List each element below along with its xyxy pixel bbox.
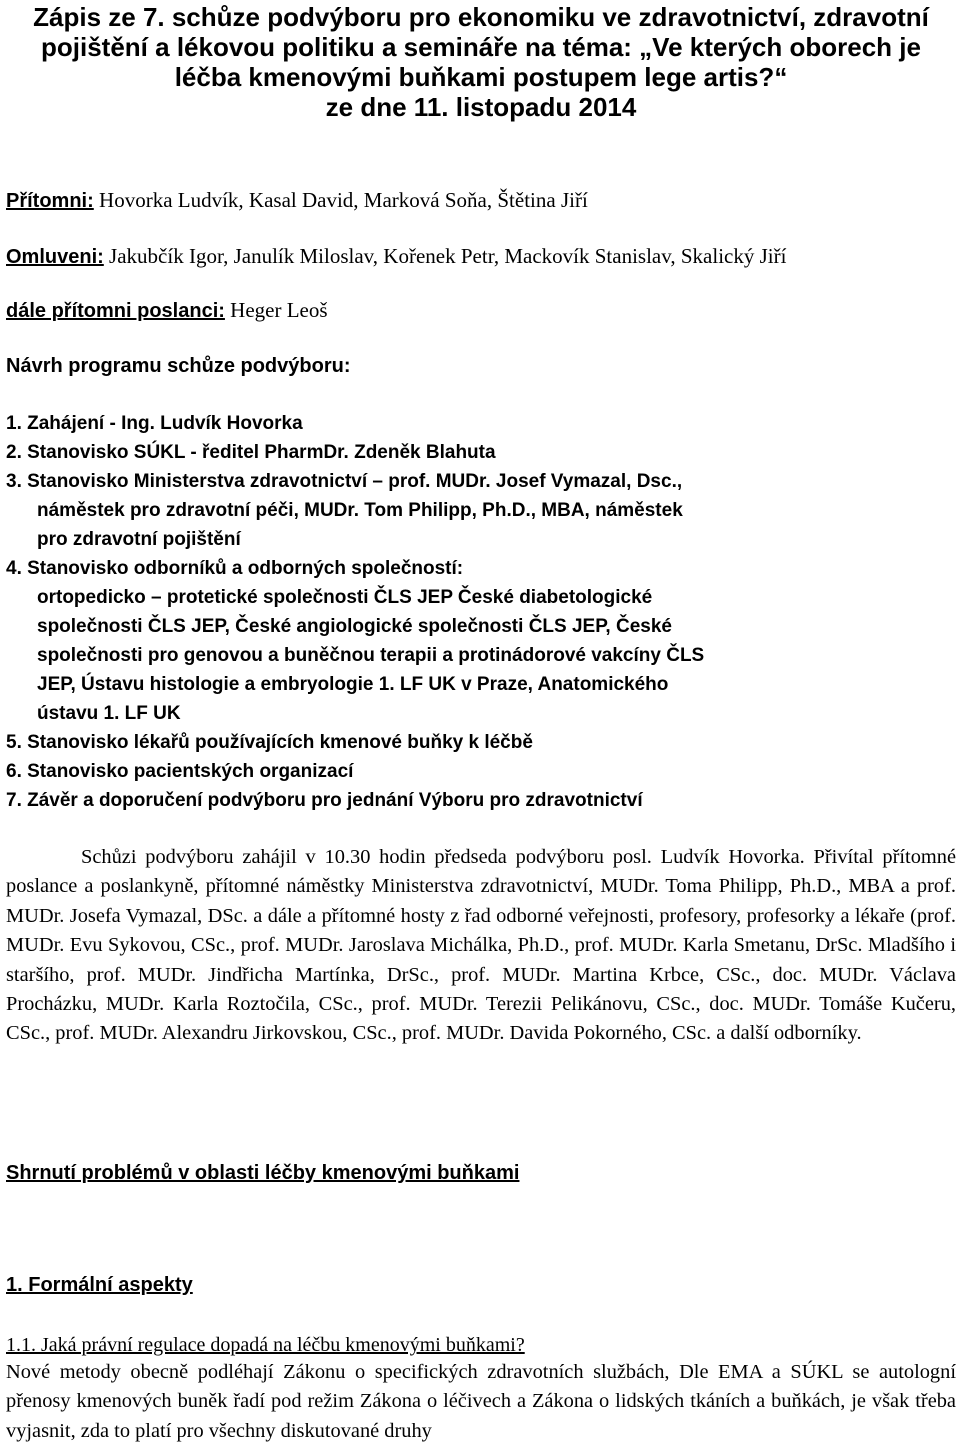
agenda-item-6: 6. Stanovisko pacientských organizací bbox=[6, 761, 354, 782]
agenda-item-4-line-4: společnosti pro genovou a buněčnou terapii a protinádorové vakcíny ČLS bbox=[37, 645, 705, 666]
excused-row bbox=[6, 243, 956, 270]
agenda-item-4: 4. Stanovisko odborníků a odborných společností: bbox=[6, 558, 464, 579]
title-date: ze dne 11. listopadu 2014 bbox=[325, 92, 637, 122]
excused-names: Jakubčík Igor, Janulík Miloslav, Kořenek Petr, Mackovík Stanislav, Skalický Jiří bbox=[103, 244, 787, 268]
section-1-heading: 1. Formální aspekty bbox=[6, 1274, 193, 1296]
excused-label: Omluveni: bbox=[6, 246, 104, 268]
title-line-2: pojištění a lékovou politiku a semináře na téma: „Ve kterých oborech je bbox=[41, 32, 921, 62]
agenda-item-4-line-2: ortopedicko – protetické společnosti ČLS JEP České diabetologické bbox=[37, 587, 653, 608]
title-line-1: Zápis ze 7. schůze podvýboru pro ekonomiku ve zdravotnictví, zdravotní bbox=[33, 2, 929, 32]
document-title bbox=[6, 2, 956, 122]
present-row bbox=[6, 187, 956, 214]
agenda-list bbox=[6, 409, 956, 815]
agenda-item-7: 7. Závěr a doporučení podvýboru pro jednání Výboru pro zdravotnictví bbox=[6, 790, 643, 811]
present-label: Přítomni: bbox=[6, 190, 94, 212]
section-1-1-heading: 1.1. Jaká právní regulace dopadá na léčbu kmenovými buňkami? bbox=[6, 1334, 525, 1356]
agenda-item-1: 1. Zahájení - Ing. Ludvík Hovorka bbox=[6, 413, 303, 434]
agenda-item-3-line-2: náměstek pro zdravotní péči, MUDr. Tom Philipp, Ph.D., MBA, náměstek bbox=[37, 500, 683, 521]
deputies-row bbox=[6, 297, 956, 324]
section-1-1-paragraph: Nové metody obecně podléhají Zákonu o specifických zdravotních službách, Dle EMA a SÚKL se autologní přenosy kmenových buněk řadí pod režim Zákona o léčivech a Zákona o lidských tkáních a buňkách, je však třeba vyjasnit, zda to platí pro všechny diskutované druhy bbox=[6, 1361, 956, 1442]
agenda-item-4-line-3: společnosti ČLS JEP, České angiologické společnosti ČLS JEP, České bbox=[37, 616, 672, 637]
agenda-item-3: 3. Stanovisko Ministerstva zdravotnictví – prof. MUDr. Josef Vymazal, Dsc., bbox=[6, 471, 683, 492]
agenda-item-3-line-3: pro zdravotní pojištění bbox=[37, 529, 241, 550]
deputies-names: Heger Leoš bbox=[224, 298, 328, 322]
present-names: Hovorka Ludvík, Kasal David, Marková Soňa, Štětina Jiří bbox=[93, 188, 588, 212]
opening-text: Schůzi podvýboru zahájil v 10.30 hodin předseda podvýboru posl. Ludvík Hovorka. Přivítal přítomné poslance a poslankyně, přítomné náměstky Ministerstva zdravotnictví, MUDr. Toma Philipp, Ph.D., MBA a prof. MUDr. Josefa Vymazal, DSc. a dále a přítomné hosty z řad odborné veřejnosti, profesory, profesorky a lékaře (prof. MUDr. Evu Sykovou, CSc., prof. MUDr. Jaroslava Michálka, Ph.D., prof. MUDr. Karla Smetanu, DrSc. Mladšího i staršího, prof. MUDr. Jindřicha Martínka, DrSc., prof. MUDr. Martina Krbce, CSc., doc. MUDr. Václava Procházku, MUDr. Karla Roztočila, CSc., prof. MUDr. Terezii Pelikánovu, CSc., doc. MUDr. Tomáše Kučeru, CSc., prof. MUDr. Alexandru Jirkovskou, CSc., prof. MUDr. Davida Pokorného, CSc. a další odborníky. bbox=[6, 846, 956, 1045]
deputies-label: dále přítomni poslanci: bbox=[6, 300, 225, 322]
summary-heading: Shrnutí problémů v oblasti léčby kmenovými buňkami bbox=[6, 1162, 520, 1184]
agenda-item-5: 5. Stanovisko lékařů používajících kmenové buňky k léčbě bbox=[6, 732, 533, 753]
agenda-item-4-line-6: ústavu 1. LF UK bbox=[37, 703, 181, 724]
agenda-item-2: 2. Stanovisko SÚKL - ředitel PharmDr. Zdeněk Blahuta bbox=[6, 442, 496, 463]
agenda-heading: Návrh programu schůze podvýboru: bbox=[6, 355, 351, 377]
agenda-item-4-line-5: JEP, Ústavu histologie a embryologie 1. LF UK v Praze, Anatomického bbox=[37, 674, 669, 695]
title-line-3: léčba kmenovými buňkami postupem lege artis?“ bbox=[174, 62, 788, 92]
opening-paragraph bbox=[6, 843, 956, 1049]
